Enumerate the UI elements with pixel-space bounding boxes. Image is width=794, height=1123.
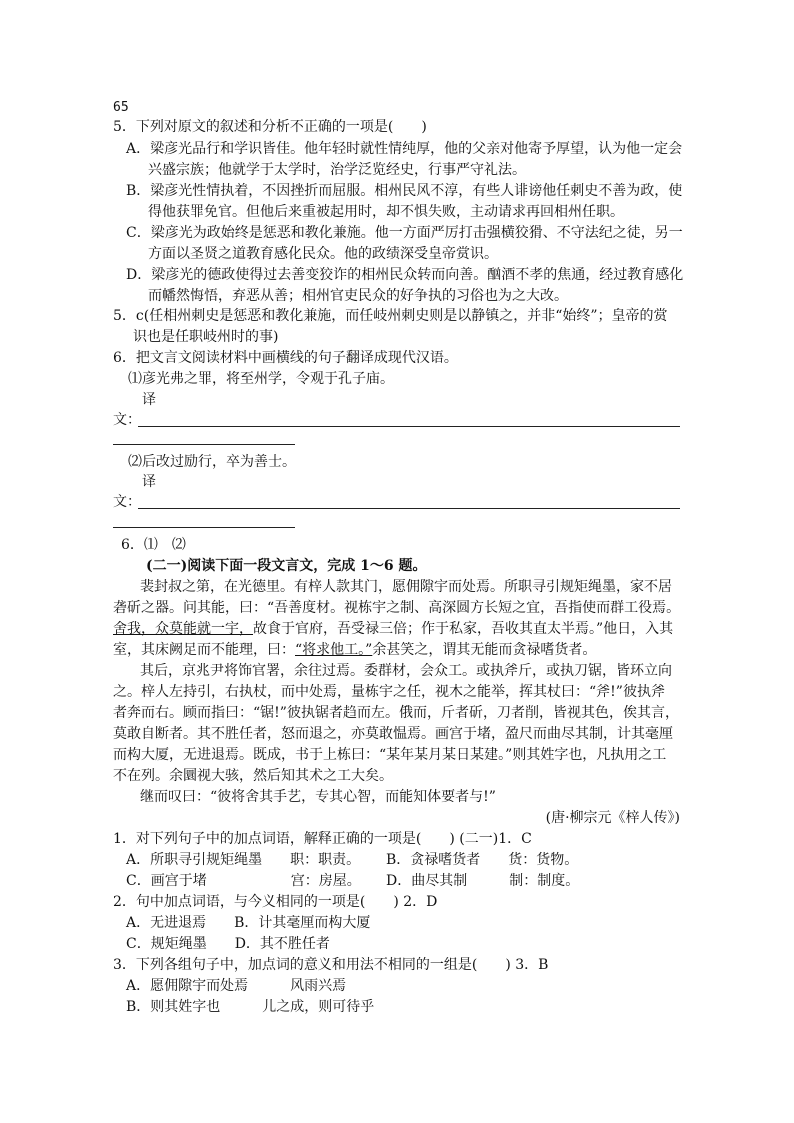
q5-option-b-line1: B．梁彦光性情执着，不因挫折而屈服。相州民风不淳，有些人诽谤他任刺史不善为政，使 <box>126 183 683 199</box>
passage-p2-line3: 者奔而右。顾而指曰：“锯!”彼执锯者趋而左。俄而，斤者斫，刀者削，皆视其色，俟其言， <box>113 705 679 721</box>
q6-translate-label-2b: 文： <box>113 494 141 510</box>
q6-sentence-1: ⑴彦光弗之罪，将至州学，令观于孔子庙。 <box>128 371 394 387</box>
q5-option-c-line1: C．梁彦光为政始终是惩恶和教化兼施。他一方面严厉打击强横狡猾、不守法纪之徒，另一 <box>126 225 683 241</box>
sq1-option-d: D．曲尽其制 制：制度。 <box>386 873 580 889</box>
sq3-option-b: B．则其姓字也 儿之成，则可待乎 <box>126 999 375 1015</box>
q6-translate-label-1b: 文： <box>113 412 141 428</box>
passage-text: 故食于官府，吾受禄三倍；作于私家，吾收其直太半焉。”他日，入其 <box>253 621 674 637</box>
q5-answer-line2: 识也是任职岐州时的事) <box>133 329 279 345</box>
q6-sentence-2: ⑵后改过励行，卒为善士。 <box>128 454 296 470</box>
q6-answer-line-1 <box>138 426 680 427</box>
passage-p2-line4: 莫敢自断者。其不胜任者，怒而退之，亦莫敢愠焉。画宫于堵，盈尺而曲尽其制，计其毫厘 <box>113 726 673 742</box>
passage-p3-line1: 继而叹曰：“彼将舍其手艺，专其心智，而能知体要者与!” <box>140 789 496 805</box>
q6-answer-line-2 <box>138 508 680 509</box>
passage-p2-line5: 而构大厦，无进退焉。既成，书于上栋曰：“某年某月某日某建。”则其姓字也，凡执用之工 <box>113 747 667 763</box>
q6-answer: 6．⑴ ⑵ <box>121 537 186 553</box>
q5-option-c-line2: 方面以圣贤之道教育感化民众。他的政绩深受皇帝赏识。 <box>148 246 498 262</box>
q5-option-a-line2: 兴盛宗族；他就学于太学时，治学泛览经史，行事严守礼法。 <box>148 162 526 178</box>
q6-answer-line-1b <box>113 444 295 445</box>
passage-source: (唐·柳宗元《梓人传》) <box>545 810 680 826</box>
passage-p1-line2: 砻斫之器。问其能，曰：“吾善度材。视栋宇之制、高深圆方长短之宜，吾指使而群工役焉。 <box>113 600 681 616</box>
q6-answer-line-2b <box>113 527 295 528</box>
passage-p2-line2: 之。梓人左持引，右执杖，而中处焉，量栋宇之任，视木之能举，挥其杖曰：“斧!”彼执斧 <box>113 684 665 700</box>
sq1-option-c: C．画宫于堵 宫：房屋。 <box>126 873 361 889</box>
passage-p1-line3 <box>113 619 673 639</box>
q5-option-d-line1: D．梁彦光的德政使得过去善变狡诈的相州民众转而向善。酗酒不孝的焦通，经过教育感化 <box>126 267 684 283</box>
underlined-sentence: 舍我，众莫能就一宇， <box>113 621 253 637</box>
q5-stem: 5．下列对原文的叙述和分析不正确的一项是( ) <box>113 119 427 135</box>
underlined-sentence: “将求他工。” <box>295 642 373 658</box>
passage-p2-line1: 其后，京兆尹将饰官署，余往过焉。委群材，会众工。或执斧斤，或执刀锯，皆环立向 <box>140 663 672 679</box>
sq3-option-a: A．愿佣隙宇而处焉 风雨兴焉 <box>126 978 347 994</box>
sq1-option-a: A．所职寻引规矩绳墨 职：职责。 <box>126 852 361 868</box>
q5-option-d-line2: 而幡然悔悟，弃恶从善；相州官吏民众的好争执的习俗也为之大改。 <box>148 288 568 304</box>
passage-p2-line6: 不在列。余圜视大骇，然后知其术之工大矣。 <box>113 768 393 784</box>
passage-p1-line4 <box>113 640 596 660</box>
passage-p1-line1: 裴封叔之第，在光德里。有梓人款其门，愿佣隙宇而处焉。所职寻引规矩绳墨，家不居 <box>140 579 672 595</box>
sq2-stem: 2．句中加点词语，与今义相同的一项是( ) 2．D <box>113 894 438 910</box>
sq1-stem: 1．对下列句子中的加点词语，解释正确的一项是( ) (二一)1．C <box>113 831 532 847</box>
sq2-options-cd: C．规矩绳墨 D．其不胜任者 <box>126 936 330 952</box>
sq2-options-ab: A．无进退焉 B．计其毫厘而构大厦 <box>126 915 371 931</box>
sq3-stem: 3．下列各组句子中，加点词的意义和用法不相同的一组是( ) 3．B <box>113 957 549 973</box>
sq1-option-b: B．贪禄嗜货者 货：货物。 <box>386 852 579 868</box>
q6-translate-label-2a: 译 <box>142 474 156 490</box>
q5-option-a-line1: A．梁彦光品行和学识皆佳。他年轻时就性情纯厚，他的父亲对他寄予厚望，认为他一定会 <box>126 141 683 157</box>
q5-answer-line1: 5．c(任相州刺史是惩恶和教化兼施，而任岐州刺史则是以静镇之，并非“始终”；皇帝的赏 <box>113 308 668 324</box>
page-number: 65 <box>113 100 129 115</box>
q6-stem: 6．把文言文阅读材料中画横线的句子翻译成现代汉语。 <box>113 350 458 366</box>
q5-option-b-line2: 得他获罪免官。但他后来重被起用时，却不惧失败，主动请求再回相州任职。 <box>148 204 624 220</box>
q6-translate-label-1a: 译 <box>142 392 156 408</box>
passage-text: 余甚笑之，谓其无能而贪禄嗜货者。 <box>372 642 597 658</box>
passage-text: 室，其床阙足而不能理，曰： <box>113 642 295 658</box>
section-heading: (二一)阅读下面一段文言文，完成 1～6 题。 <box>146 558 427 574</box>
